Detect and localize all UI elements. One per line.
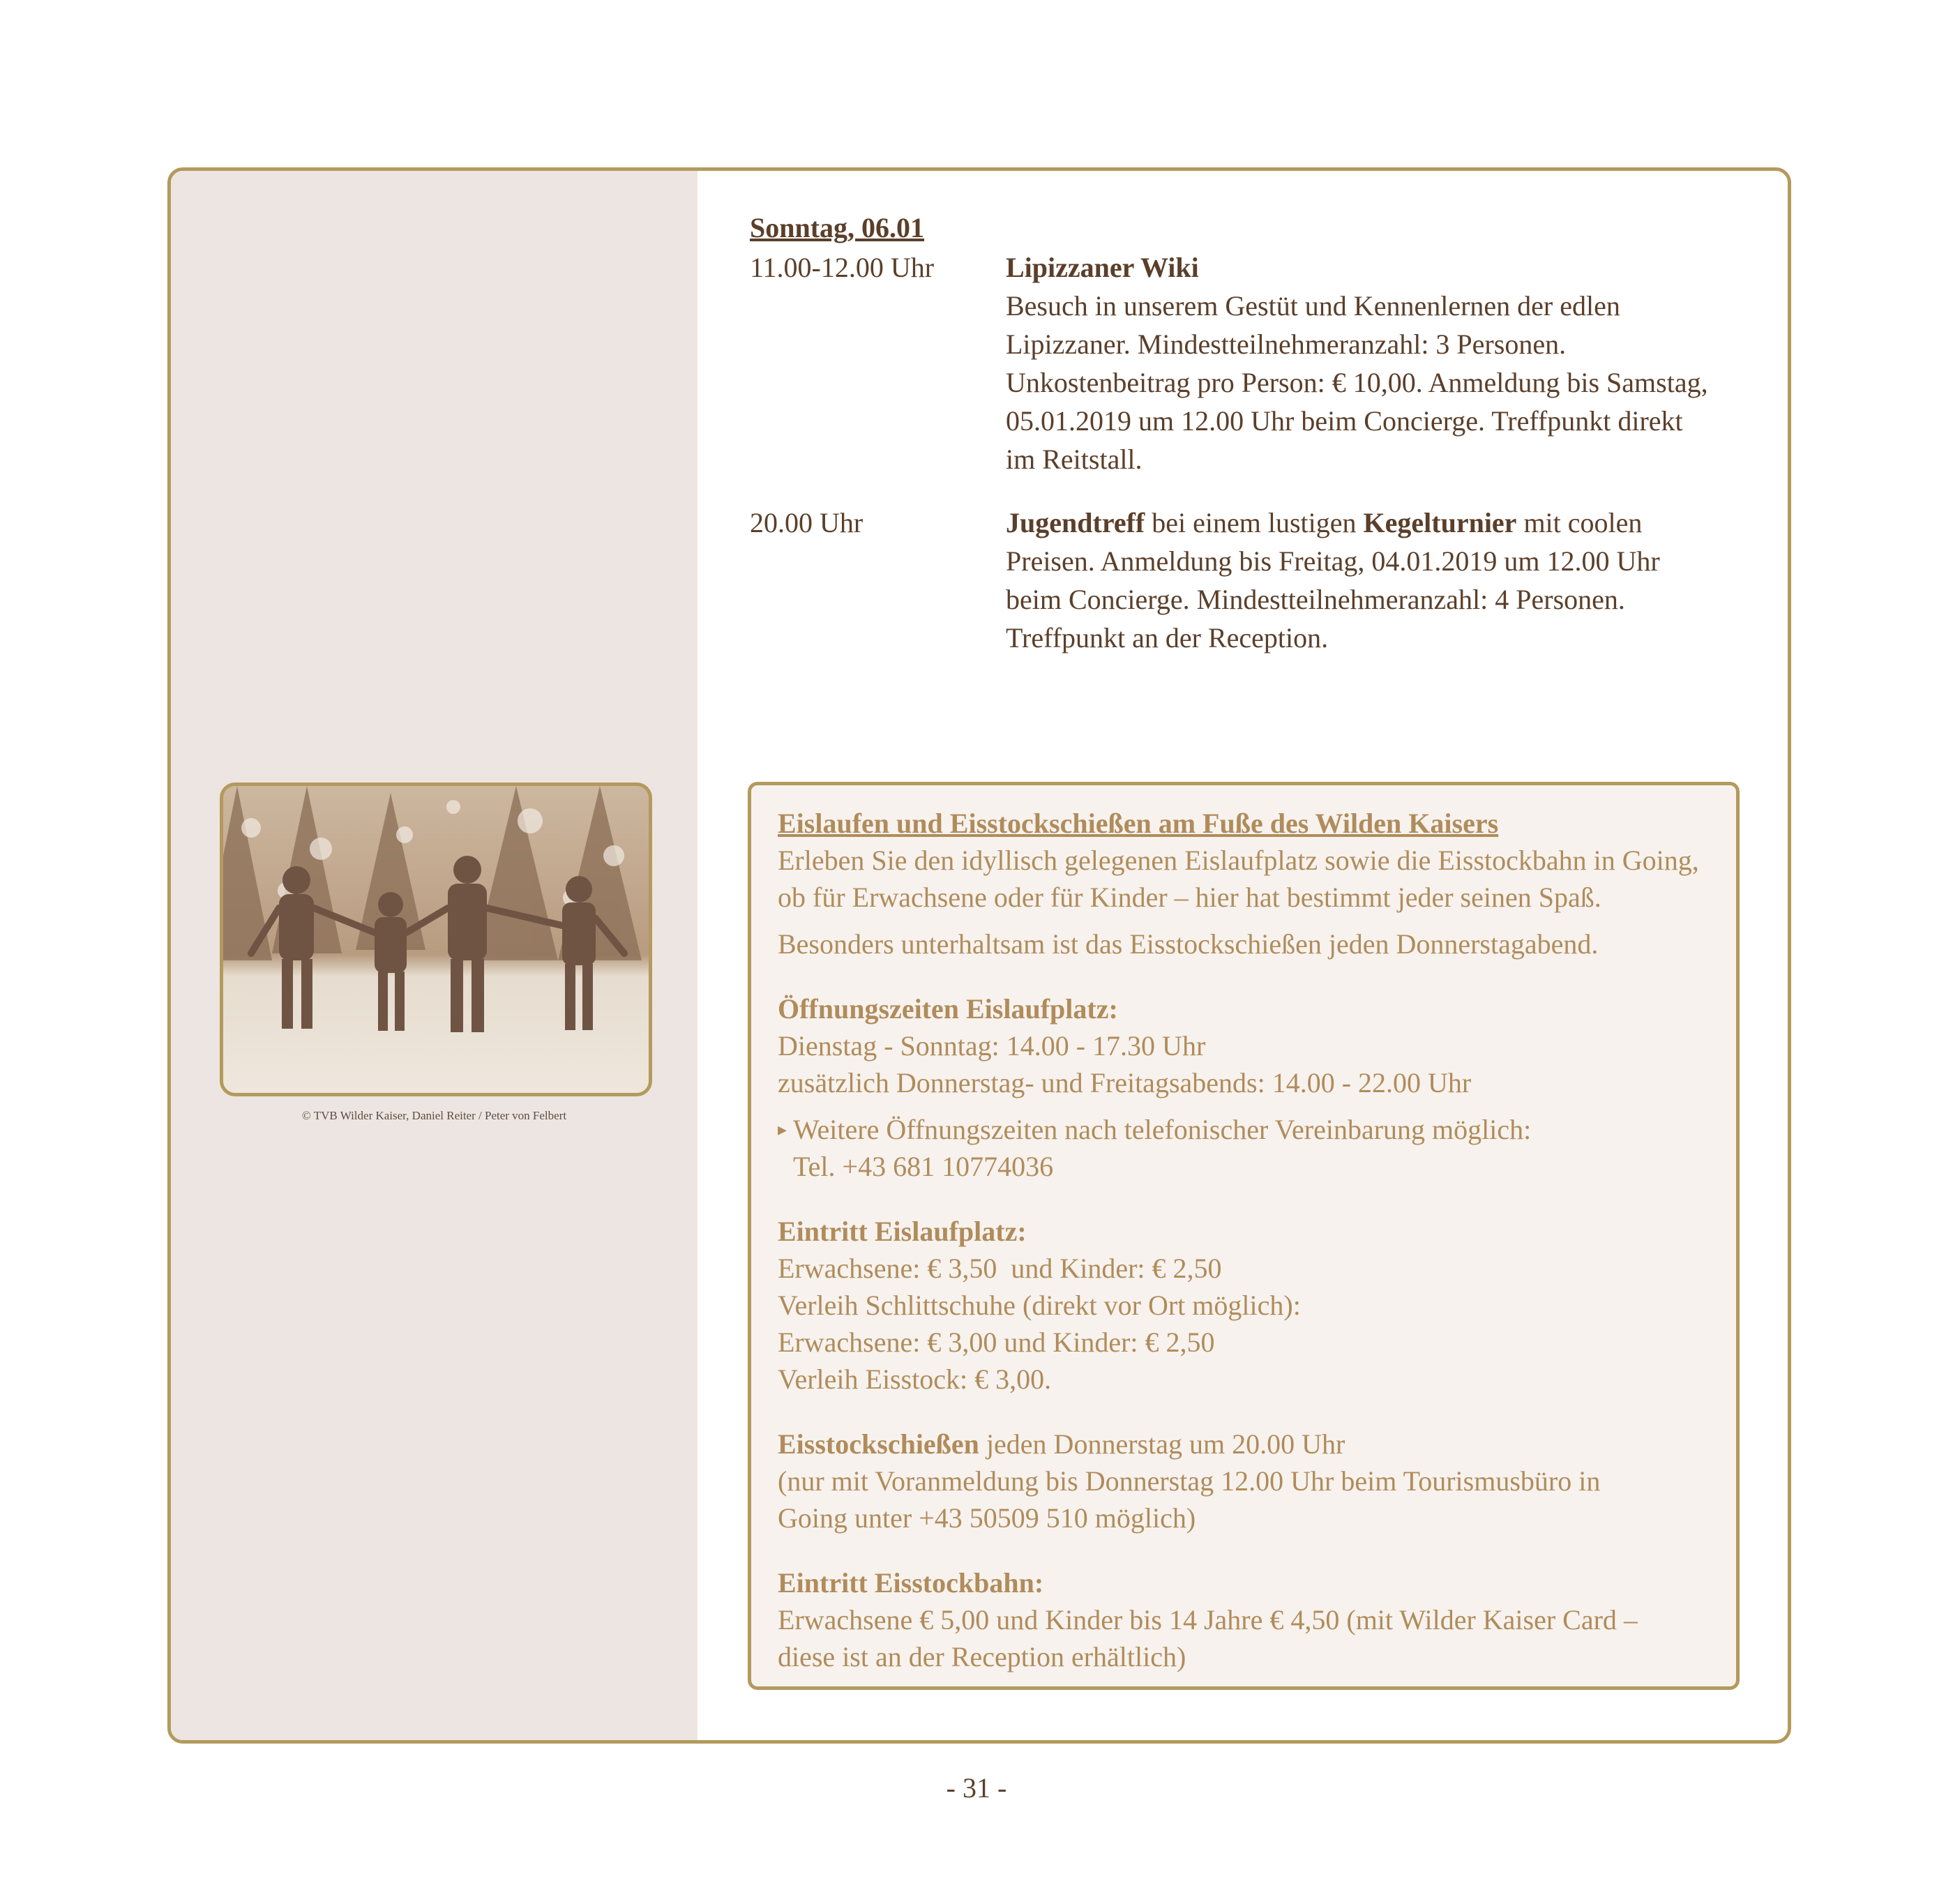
curling-entry-line: diese ist an der Reception erhältlich) bbox=[778, 1641, 1186, 1672]
event-text-line: Lipizzaner. Mindestteilnehmeranzahl: 3 Personen. bbox=[1006, 328, 1567, 360]
event-text-line: 05.01.2019 um 12.00 Uhr beim Concierge. Treffpunkt direkt bbox=[1006, 405, 1683, 437]
ice-skating-photo bbox=[220, 783, 652, 1096]
event-text-line: Treffpunkt an der Reception. bbox=[1006, 622, 1329, 653]
intro-line: Erleben Sie den idyllisch gelegenen Eislaufplatz sowie die Eisstockbahn in Going, bbox=[778, 845, 1699, 876]
highlight-line: Besonders unterhaltsam ist das Eisstockschießen jeden Donnerstagabend. bbox=[778, 928, 1599, 960]
event-highlight: Kegelturnier bbox=[1363, 507, 1517, 538]
bullet-item bbox=[778, 1111, 1736, 1148]
photo-credit: © TVB Wilder Kaiser, Daniel Reiter / Peter von Felbert bbox=[301, 1109, 567, 1122]
event-first-line bbox=[1006, 504, 1761, 542]
curling-line: (nur mit Voranmeldung bis Donnerstag 12.00 Uhr beim Tourismusbüro in bbox=[778, 1465, 1601, 1497]
page-frame bbox=[167, 167, 1791, 1744]
curling-entry-line: Erwachsene € 5,00 und Kinder bis 14 Jahre € 4,50 (mit Wilder Kaiser Card – bbox=[778, 1604, 1638, 1635]
opening-hours-heading: Öffnungszeiten Eislaufplatz: bbox=[778, 993, 1118, 1025]
event-text-line: Unkostenbeitrag pro Person: € 10,00. Anmeldung bis Samstag, bbox=[1006, 367, 1708, 398]
event-text: mit coolen bbox=[1516, 507, 1643, 538]
event-time: 11.00-12.00 Uhr bbox=[750, 252, 935, 283]
curling-time: jeden Donnerstag um 20.00 Uhr bbox=[979, 1428, 1345, 1460]
event-time: 20.00 Uhr bbox=[750, 507, 864, 538]
phone-number: Tel. +43 681 10774036 bbox=[793, 1151, 1054, 1182]
event-title: Jugendtreff bbox=[1006, 507, 1145, 538]
info-box-title: Eislaufen und Eisstockschießen am Fuße des Wilden Kaisers bbox=[778, 808, 1499, 839]
page-number: - 31 - bbox=[946, 1772, 1007, 1804]
triangle-right-icon: ▸ bbox=[778, 1119, 787, 1140]
bullet-text: Weitere Öffnungszeiten nach telefonischer Vereinbarung möglich: bbox=[793, 1114, 1532, 1145]
entry-line: Erwachsene: € 3,50 und Kinder: € 2,50 bbox=[778, 1253, 1222, 1284]
entry-line: Verleih Eisstock: € 3,00. bbox=[778, 1363, 1052, 1395]
event-title: Lipizzaner Wiki bbox=[1006, 252, 1199, 283]
intro-line: ob für Erwachsene oder für Kinder – hier hat bestimmt jeder seinen Spaß. bbox=[778, 882, 1601, 913]
info-box bbox=[748, 782, 1740, 1690]
event-description bbox=[1006, 248, 1761, 478]
event-item bbox=[750, 504, 1761, 657]
left-sidebar bbox=[171, 171, 698, 1740]
event-text: bei einem lustigen bbox=[1145, 507, 1364, 538]
curling-schedule bbox=[778, 1426, 1736, 1463]
event-text-line: Besuch in unserem Gestüt und Kennenlernen der edlen bbox=[1006, 290, 1620, 322]
entry-heading: Eintritt Eislaufplatz: bbox=[778, 1216, 1027, 1247]
skaters-illustration bbox=[223, 786, 649, 1093]
event-text-line: beim Concierge. Mindestteilnehmeranzahl: 4 Personen. bbox=[1006, 584, 1625, 615]
entry-line: Verleih Schlittschuhe (direkt vor Ort möglich): bbox=[778, 1290, 1301, 1321]
curling-entry-heading: Eintritt Eisstockbahn: bbox=[778, 1567, 1044, 1599]
opening-hours-line: Dienstag - Sonntag: 14.00 - 17.30 Uhr bbox=[778, 1030, 1206, 1061]
entry-line: Erwachsene: € 3,00 und Kinder: € 2,50 bbox=[778, 1327, 1215, 1358]
curling-line: Going unter +43 50509 510 möglich) bbox=[778, 1502, 1196, 1534]
opening-hours-line: zusätzlich Donnerstag- und Freitagsabends: 14.00 - 22.00 Uhr bbox=[778, 1067, 1472, 1098]
event-schedule bbox=[750, 211, 1761, 657]
curling-heading: Eisstockschießen bbox=[778, 1428, 979, 1460]
event-item bbox=[750, 248, 1761, 478]
day-heading: Sonntag, 06.01 bbox=[750, 212, 925, 243]
event-text-line: im Reitstall. bbox=[1006, 444, 1143, 475]
event-text-line: Preisen. Anmeldung bis Freitag, 04.01.2019 um 12.00 Uhr bbox=[1006, 545, 1660, 577]
event-description bbox=[1006, 504, 1761, 657]
